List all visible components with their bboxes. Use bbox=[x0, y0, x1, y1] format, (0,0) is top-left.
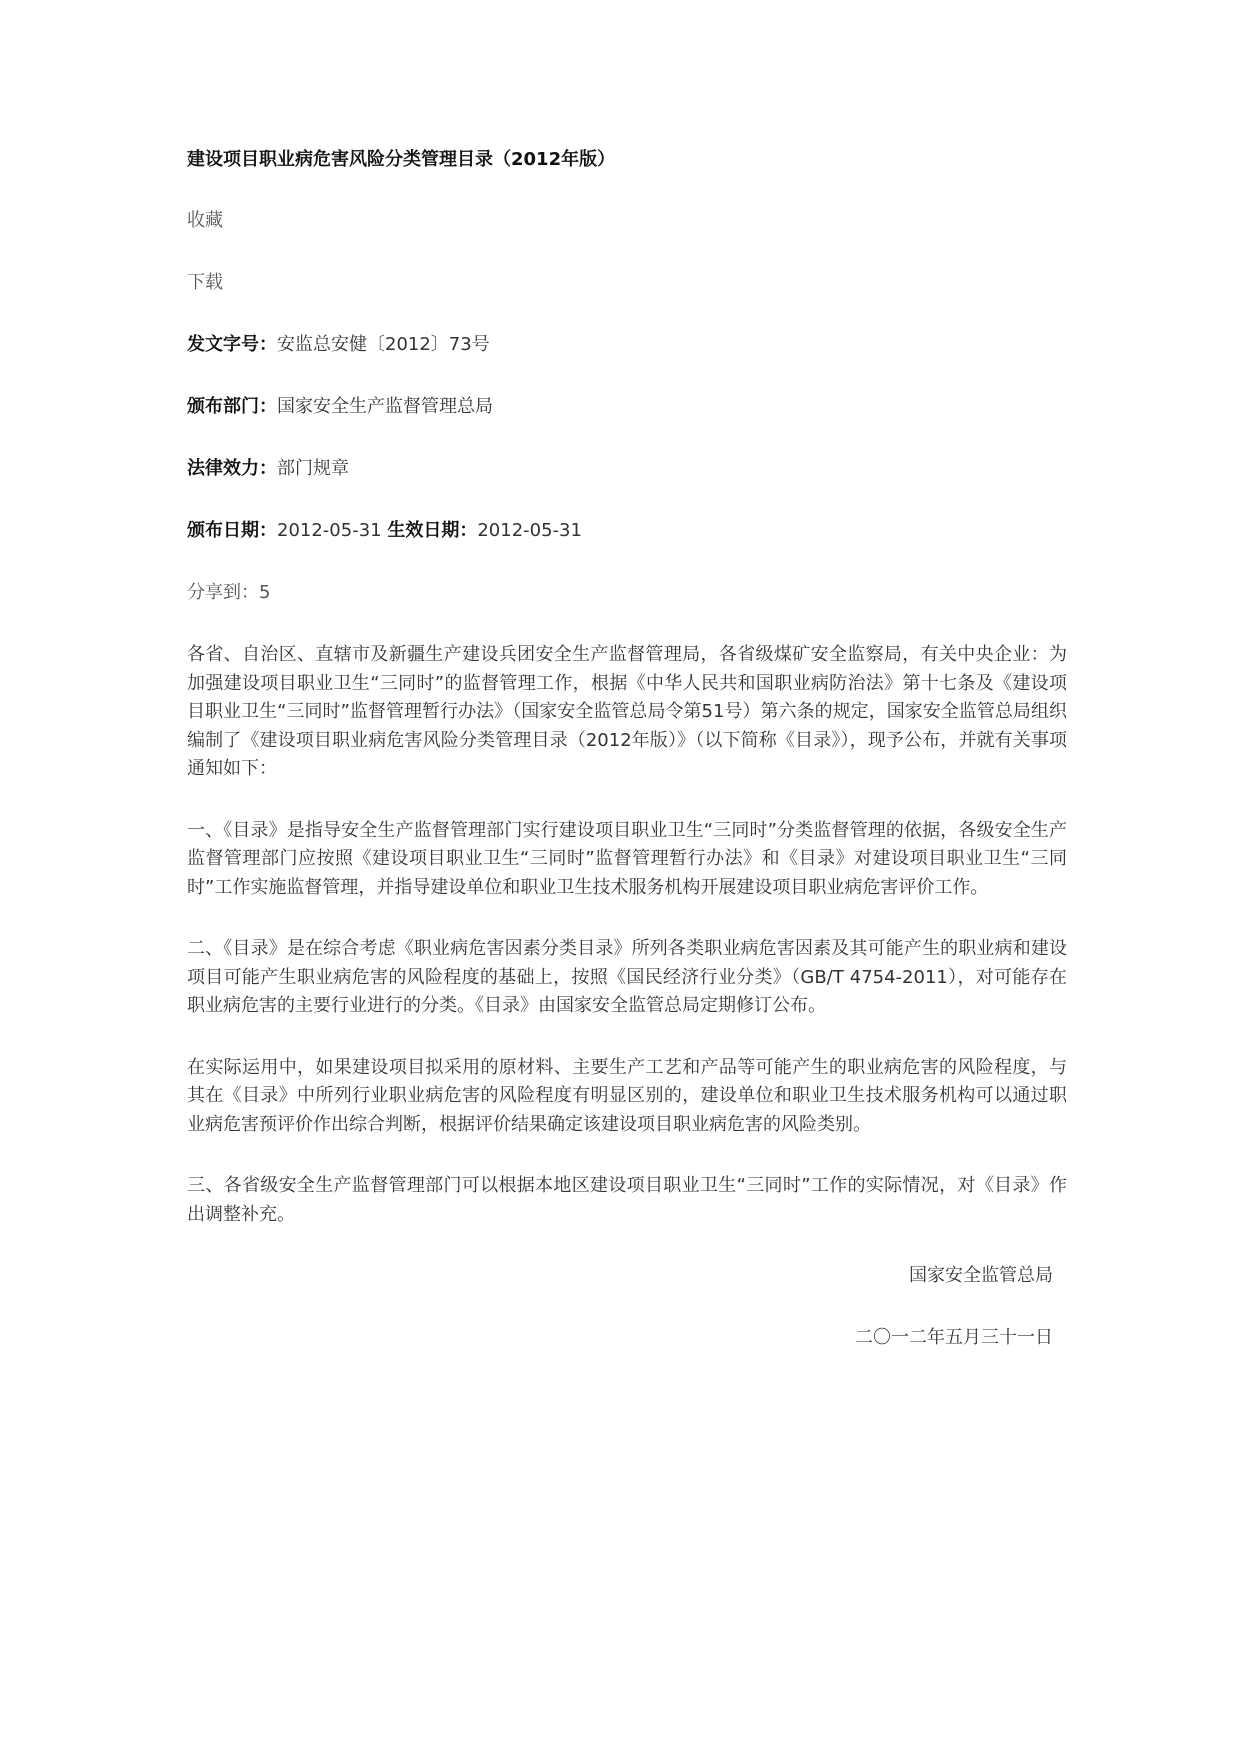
sign-date: 二〇一二年五月三十一日 bbox=[855, 1327, 1053, 1348]
doc-number-row bbox=[187, 331, 1067, 359]
issue-date-value: 2012-05-31 bbox=[277, 520, 382, 541]
issuer-row bbox=[187, 393, 1067, 421]
share-link[interactable]: 分享到：5 bbox=[187, 582, 271, 603]
body-paragraph: 一、《目录》是指导安全生产监督管理部门实行建设项目职业卫生“三同时”分类监督管理的依据，各级安全生产监督管理部门应按照《建设项目职业卫生“三同时”监督管理暂行办法》和《目录》对建设项目职业卫生“三同时”工作实施监督管理，并指导建设单位和职业卫生技术服务机构开展建设项目职业病危害评价工作。 bbox=[187, 819, 1067, 898]
favorite-link[interactable]: 收藏 bbox=[187, 210, 223, 231]
doc-number-label: 发文字号： bbox=[187, 334, 277, 355]
body-paragraph: 二、《目录》是在综合考虑《职业病危害因素分类目录》所列各类职业病危害因素及其可能产生的职业病和建设项目可能产生职业病危害的风险程度的基础上，按照《国民经济行业分类》（GB/T 4754-2011），对可能存在职业病危害的主要行业进行的分类。《目录》由国家安全监管总局定期修订公布。 bbox=[187, 938, 1067, 1016]
legal-effect-row bbox=[187, 455, 1067, 483]
issuer-value: 国家安全生产监督管理总局 bbox=[277, 396, 493, 417]
body-paragraph: 三、各省级安全生产监督管理部门可以根据本地区建设项目职业卫生“三同时”工作的实际情况，对《目录》作出调整补充。 bbox=[187, 1175, 1067, 1225]
legal-effect-value: 部门规章 bbox=[277, 458, 349, 479]
document-page bbox=[187, 146, 1067, 1386]
doc-number-value: 安监总安健〔2012〕73号 bbox=[277, 334, 490, 355]
body-paragraph: 在实际运用中，如果建设项目拟采用的原材料、主要生产工艺和产品等可能产生的职业病危害的风险程度，与其在《目录》中所列行业职业病危害的风险程度有明显区别的，建设单位和职业卫生技术服务机构可以通过职业病危害预评价作出综合判断，根据评价结果确定该建设项目职业病危害的风险类别。 bbox=[187, 1056, 1067, 1135]
body-paragraph: 各省、自治区、直辖市及新疆生产建设兵团安全生产监督管理局，各省级煤矿安全监察局，有关中央企业：为加强建设项目职业卫生“三同时”的监督管理工作，根据《中华人民共和国职业病防治法》第十七条及《建设项目职业卫生“三同时”监督管理暂行办法》（国家安全监管总局令第51号）第六条的规定，国家安全监管总局组织编制了《建设项目职业病危害风险分类管理目录（2012年版）》（以下简称《目录》），现予公布，并就有关事项通知如下： bbox=[187, 644, 1067, 779]
document-title: 建设项目职业病危害风险分类管理目录（2012年版） bbox=[187, 149, 616, 170]
effective-date-label: 生效日期： bbox=[387, 520, 478, 541]
legal-effect-label: 法律效力： bbox=[187, 458, 277, 479]
issuer-label: 颁布部门： bbox=[187, 396, 277, 417]
signature: 国家安全监管总局 bbox=[909, 1265, 1053, 1286]
download-link[interactable]: 下载 bbox=[187, 272, 223, 293]
issue-date-label: 颁布日期： bbox=[187, 520, 277, 541]
effective-date-value: 2012-05-31 bbox=[477, 520, 582, 541]
dates-row bbox=[187, 517, 1067, 545]
